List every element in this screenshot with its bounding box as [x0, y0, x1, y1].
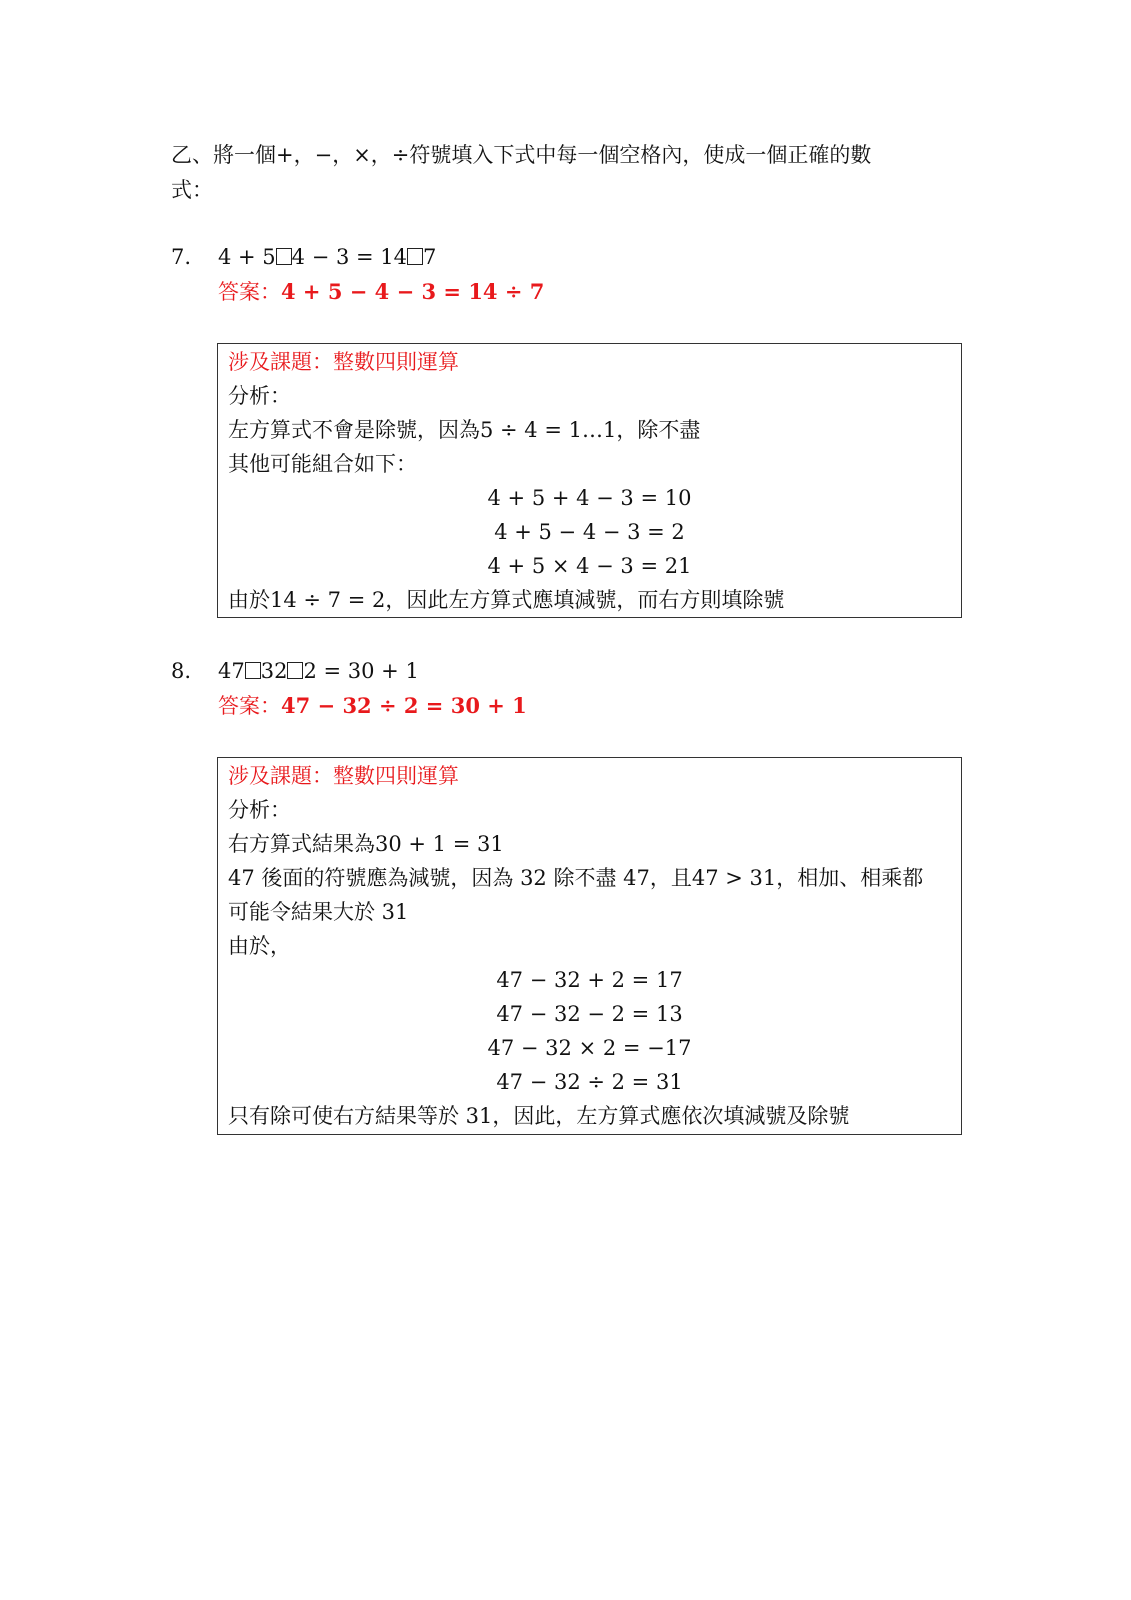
answer-value: 47 − 32 ÷ 2 = 30 + 1 — [281, 693, 527, 718]
equation: 4 + 5 − 4 − 3 = 2 — [494, 520, 685, 544]
analysis-line: 其他可能組合如下： — [228, 452, 417, 476]
blank-box — [245, 662, 261, 679]
question-number: 7. — [171, 245, 192, 269]
blank-box — [276, 248, 292, 265]
answer-line — [218, 281, 544, 303]
equation: 4 + 5 + 4 − 3 = 10 — [487, 486, 692, 510]
analysis-label: 分析： — [228, 798, 291, 822]
answer-line — [218, 695, 527, 717]
equation: 47 − 32 − 2 = 13 — [496, 1002, 683, 1026]
answer-label: 答案： — [218, 280, 281, 304]
expr-part: 4 − 3 = 14 — [291, 245, 408, 269]
question-expression — [218, 247, 436, 268]
analysis-line: 右方算式結果為30 + 1 = 31 — [228, 832, 504, 856]
conclusion: 只有除可使右方結果等於 31，因此，左方算式應依次填減號及除號 — [228, 1104, 850, 1128]
expr-part: 4 + 5 — [218, 245, 276, 269]
expr-part: 32 — [260, 659, 288, 683]
analysis-line: 47 後面的符號應為減號，因為 32 除不盡 47，且47 > 31，相加、相乘都 — [228, 866, 924, 890]
equation: 4 + 5 × 4 − 3 = 21 — [487, 554, 692, 578]
blank-box — [287, 662, 303, 679]
equation: 47 − 32 + 2 = 17 — [496, 968, 683, 992]
blank-box — [407, 248, 423, 265]
expr-part: 2 = 30 + 1 — [303, 659, 419, 683]
question-number: 8. — [171, 659, 192, 683]
analysis-line: 由於， — [228, 934, 291, 958]
intro-line-1: 乙、將一個+，−，×，÷符號填入下式中每一個空格內，使成一個正確的數 — [171, 143, 872, 167]
equation: 47 − 32 ÷ 2 = 31 — [496, 1070, 683, 1094]
analysis-line: 左方算式不會是除號，因為5 ÷ 4 = 1…1，除不盡 — [228, 418, 701, 442]
topic-label: 涉及課題：整數四則運算 — [228, 764, 459, 788]
intro-line-2: 式： — [171, 178, 213, 202]
answer-value: 4 + 5 − 4 − 3 = 14 ÷ 7 — [281, 279, 545, 304]
analysis-box — [217, 757, 962, 1135]
equation: 47 − 32 × 2 = −17 — [487, 1036, 692, 1060]
answer-label: 答案： — [218, 694, 281, 718]
analysis-line: 可能令結果大於 31 — [228, 900, 409, 924]
topic-label: 涉及課題：整數四則運算 — [228, 350, 459, 374]
expr-part: 7 — [423, 245, 437, 269]
analysis-box — [217, 343, 962, 618]
expr-part: 47 — [218, 659, 245, 683]
question-expression — [218, 661, 419, 682]
conclusion: 由於14 ÷ 7 = 2，因此左方算式應填減號，而右方則填除號 — [228, 588, 785, 612]
analysis-label: 分析： — [228, 384, 291, 408]
